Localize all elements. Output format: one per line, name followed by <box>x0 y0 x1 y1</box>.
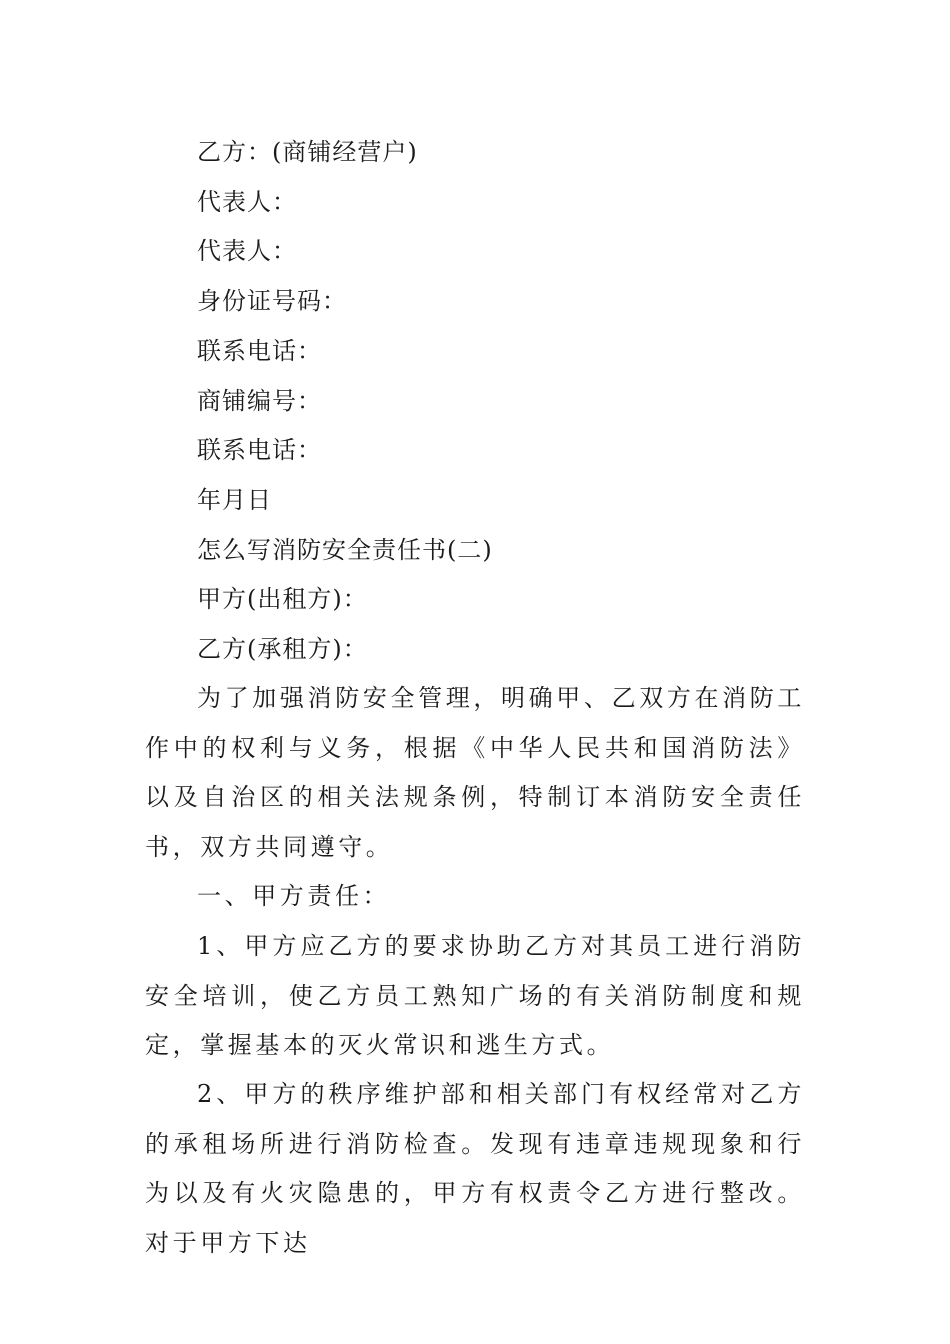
party-b-merchant-line: 乙方：(商铺经营户) <box>197 138 418 166</box>
party-b-lessee-line: 乙方(承租方)： <box>197 635 368 663</box>
section-title: 怎么写消防安全责任书(二) <box>197 536 493 564</box>
date-line: 年月日 <box>197 486 272 514</box>
id-number-line: 身份证号码： <box>197 287 347 315</box>
clause-2-paragraph: 2、甲方的秩序维护部和相关部门有权经常对乙方的承租场所进行消防检查。发现有违章违规现象和行为以及有火灾隐患的，甲方有权责令乙方进行整改。对于甲方下达 <box>145 1080 805 1257</box>
phone-line-2: 联系电话： <box>197 436 322 464</box>
representative-line: 代表人： <box>197 188 297 216</box>
shop-number-line: 商铺编号： <box>197 387 322 415</box>
party-a-responsibility-heading: 一、甲方责任： <box>197 882 391 910</box>
intro-paragraph: 为了加强消防安全管理，明确甲、乙双方在消防工作中的权利与义务，根据《中华人民共和国消防法》以及自治区的相关法规条例，特制订本消防安全责任书，双方共同遵守。 <box>145 684 805 861</box>
clause-1-paragraph: 1、甲方应乙方的要求协助乙方对其员工进行消防安全培训，使乙方员工熟知广场的有关消防制度和规定，掌握基本的灭火常识和逃生方式。 <box>145 932 805 1059</box>
party-a-lessor-line: 甲方(出租方)： <box>197 585 368 613</box>
representative-line-2: 代表人： <box>197 237 297 265</box>
phone-line: 联系电话： <box>197 337 322 365</box>
